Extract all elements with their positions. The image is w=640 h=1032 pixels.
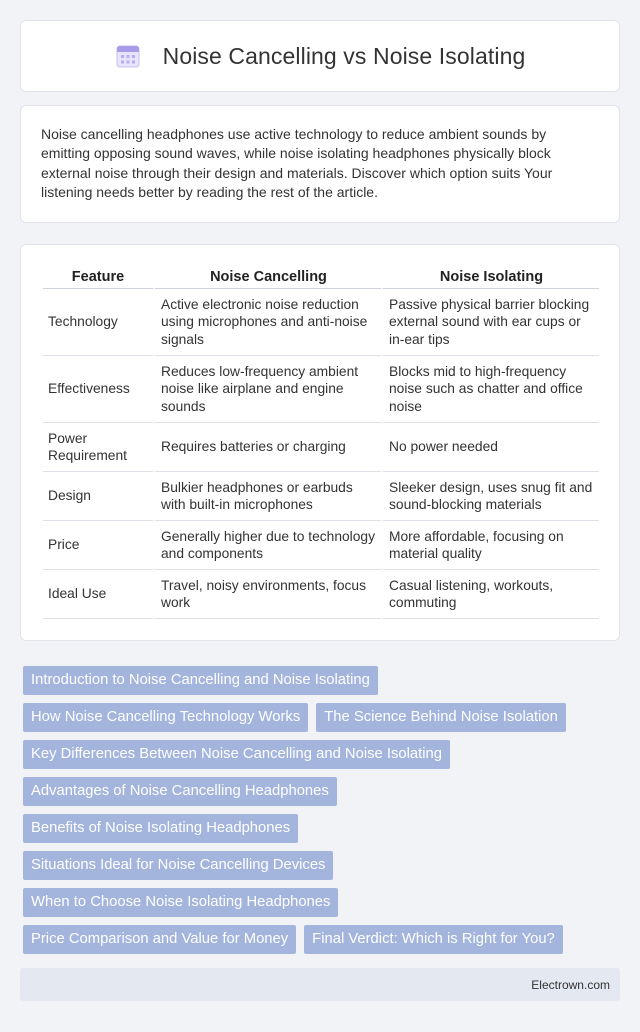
topic-row <box>23 925 613 954</box>
feature-cell: Ideal Use <box>43 570 153 619</box>
column-header: Noise Isolating <box>381 265 599 289</box>
table-row <box>43 472 599 521</box>
topic-links <box>23 666 613 962</box>
feature-cell: Technology <box>43 289 153 356</box>
table-row <box>43 521 599 570</box>
table-cell: Casual listening, workouts, commuting <box>381 570 599 619</box>
table-cell: Generally higher due to technology and components <box>153 521 381 570</box>
table-cell: Travel, noisy environments, focus work <box>153 570 381 619</box>
table-cell: Active electronic noise reduction using microphones and anti-noise signals <box>153 289 381 356</box>
topic-row <box>23 814 613 843</box>
title-card <box>20 20 620 92</box>
table-cell: No power needed <box>381 423 599 472</box>
table-cell: Passive physical barrier blocking external sound with ear cups or in-ear tips <box>381 289 599 356</box>
topic-link[interactable]: The Science Behind Noise Isolation <box>316 703 566 732</box>
feature-cell: Design <box>43 472 153 521</box>
feature-cell: Price <box>43 521 153 570</box>
topic-link[interactable]: Final Verdict: Which is Right for You? <box>304 925 563 954</box>
calendar-icon <box>115 43 141 69</box>
topic-row <box>23 666 613 695</box>
feature-cell: Effectiveness <box>43 356 153 423</box>
intro-paragraph: Noise cancelling headphones use active technology to reduce ambient sounds by emitting opposing sound waves, while noise isolating headphones physically block external noise through their design and materials. Discover which option suits Your listening needs better by reading the rest of the article. <box>41 126 553 200</box>
topic-link[interactable]: When to Choose Noise Isolating Headphones <box>23 888 338 917</box>
table-header-row <box>43 265 599 289</box>
table-cell: Blocks mid to high-frequency noise such as chatter and office noise <box>381 356 599 423</box>
table-row <box>43 289 599 356</box>
footer-site-link[interactable]: Electrown.com <box>531 977 610 992</box>
topic-row <box>23 851 613 880</box>
table-cell: Reduces low-frequency ambient noise like airplane and engine sounds <box>153 356 381 423</box>
column-header: Feature <box>43 265 153 289</box>
topic-link[interactable]: Price Comparison and Value for Money <box>23 925 296 954</box>
topic-link[interactable]: Situations Ideal for Noise Cancelling Devices <box>23 851 333 880</box>
comparison-table-card <box>20 244 620 641</box>
topic-row <box>23 888 613 917</box>
table-cell: More affordable, focusing on material quality <box>381 521 599 570</box>
page-title: Noise Cancelling vs Noise Isolating <box>162 42 526 69</box>
topic-link[interactable]: How Noise Cancelling Technology Works <box>23 703 308 732</box>
topic-link[interactable]: Advantages of Noise Cancelling Headphones <box>23 777 337 806</box>
intro-card <box>20 105 620 223</box>
topic-link[interactable]: Benefits of Noise Isolating Headphones <box>23 814 298 843</box>
feature-cell: Power Requirement <box>43 423 153 472</box>
table-row <box>43 423 599 472</box>
table-cell: Sleeker design, uses snug fit and sound-blocking materials <box>381 472 599 521</box>
topic-row <box>23 740 613 769</box>
table-row <box>43 356 599 423</box>
column-header: Noise Cancelling <box>153 265 381 289</box>
table-cell: Requires batteries or charging <box>153 423 381 472</box>
table-cell: Bulkier headphones or earbuds with built-in microphones <box>153 472 381 521</box>
comparison-table <box>43 265 599 619</box>
topic-link[interactable]: Key Differences Between Noise Cancelling and Noise Isolating <box>23 740 450 769</box>
topic-row <box>23 777 613 806</box>
footer <box>20 968 620 1001</box>
topic-link[interactable]: Introduction to Noise Cancelling and Noise Isolating <box>23 666 378 695</box>
topic-row <box>23 703 613 732</box>
table-row <box>43 570 599 619</box>
